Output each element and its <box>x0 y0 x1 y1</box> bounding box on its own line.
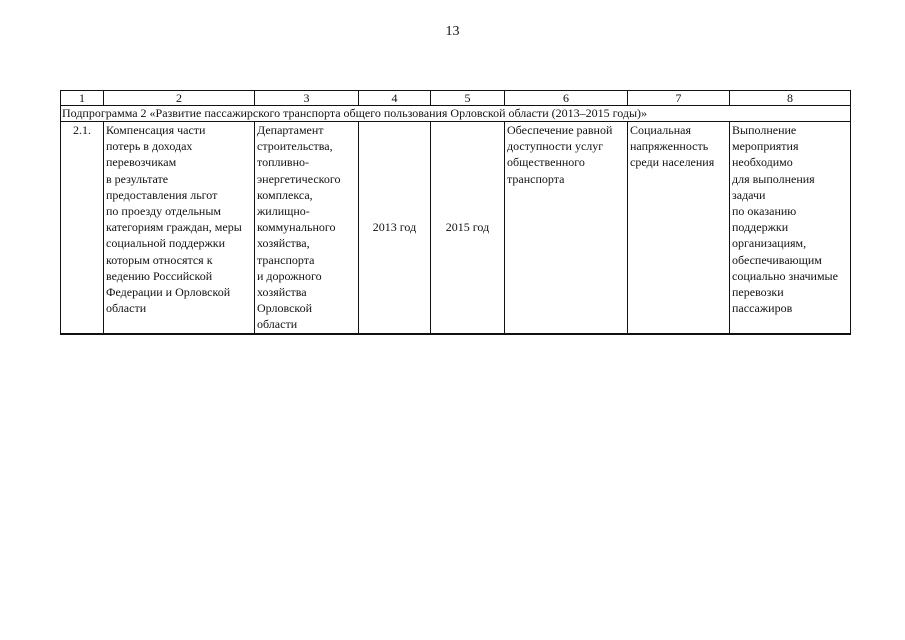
text-line: перевозчикам <box>106 155 177 170</box>
goal-text <box>507 122 625 187</box>
text-line: Департамент <box>257 123 324 137</box>
text-line: в результате <box>106 171 169 186</box>
text-line: Орловской <box>257 301 313 316</box>
measures-table <box>60 90 851 335</box>
text-line: Выполнение <box>732 123 797 137</box>
column-numbers-row <box>61 91 851 106</box>
text-line: общественного <box>507 155 585 170</box>
text-line: области <box>106 301 147 316</box>
text-line: транспорта <box>507 171 565 186</box>
executor-text <box>257 122 356 333</box>
text-line: доступности услуг <box>507 139 604 154</box>
text-line: области <box>257 317 298 332</box>
table-row <box>61 122 851 334</box>
text-line: организациям, <box>732 236 807 251</box>
text-line: которым относятся к <box>106 252 213 267</box>
text-line: Социальная <box>630 123 692 137</box>
text-line: строительства, <box>257 139 333 154</box>
text-line: хозяйства <box>257 285 307 300</box>
text-line: пассажиров <box>732 301 793 316</box>
executor-cell <box>255 122 359 334</box>
start-year-cell: 2013 год <box>359 122 431 334</box>
goal-cell <box>505 122 628 334</box>
task-text <box>732 122 848 316</box>
text-line: социальной поддержки <box>106 236 226 251</box>
column-number: 3 <box>255 91 359 106</box>
text-line: поддержки <box>732 220 789 235</box>
text-line: ведению Российской <box>106 268 213 283</box>
task-cell <box>730 122 851 334</box>
text-line: категориям граждан, меры <box>106 220 242 235</box>
page-number: 13 <box>445 24 460 39</box>
column-number: 6 <box>505 91 628 106</box>
text-line: топливно- <box>257 155 310 170</box>
column-number: 5 <box>431 91 505 106</box>
column-number: 2 <box>104 91 255 106</box>
text-line: коммунального <box>257 220 336 235</box>
text-line: социально значимые <box>732 268 838 283</box>
subprogram-title: Подпрограмма 2 «Развитие пассажирского транспорта общего пользования Орловской области (2013–2015 годы)» <box>61 106 851 122</box>
text-line: комплекса, <box>257 187 313 202</box>
measure-text <box>106 122 252 316</box>
text-line: потерь в доходах <box>106 139 193 154</box>
column-number: 4 <box>359 91 431 106</box>
text-line: жилищно- <box>257 204 310 219</box>
end-year-cell: 2015 год <box>431 122 505 334</box>
result-cell <box>628 122 730 334</box>
result-text <box>630 122 727 171</box>
text-line: для выполнения <box>732 171 815 186</box>
text-line: Федерации и Орловской <box>106 285 231 300</box>
text-line: среди населения <box>630 155 715 170</box>
text-line: обеспечивающим <box>732 252 822 267</box>
text-line: транспорта <box>257 252 315 267</box>
text-line: Компенсация части <box>106 123 206 137</box>
column-number: 1 <box>61 91 104 106</box>
text-line: предоставления льгот <box>106 187 218 202</box>
text-line: по проезду отдельным <box>106 204 221 219</box>
column-number: 8 <box>730 91 851 106</box>
text-line: хозяйства, <box>257 236 310 251</box>
text-line: по оказанию <box>732 204 797 219</box>
measure-cell <box>104 122 255 334</box>
subprogram-row <box>61 106 851 122</box>
text-line: энергетического <box>257 171 341 186</box>
text-line: и дорожного <box>257 268 322 283</box>
text-line: перевозки <box>732 285 784 300</box>
text-line: мероприятия <box>732 139 799 154</box>
text-line: Обеспечение равной <box>507 123 613 137</box>
text-line: необходимо <box>732 155 793 170</box>
row-number: 2.1. <box>61 122 104 334</box>
text-line: задачи <box>732 187 766 202</box>
column-number: 7 <box>628 91 730 106</box>
text-line: напряженность <box>630 139 709 154</box>
